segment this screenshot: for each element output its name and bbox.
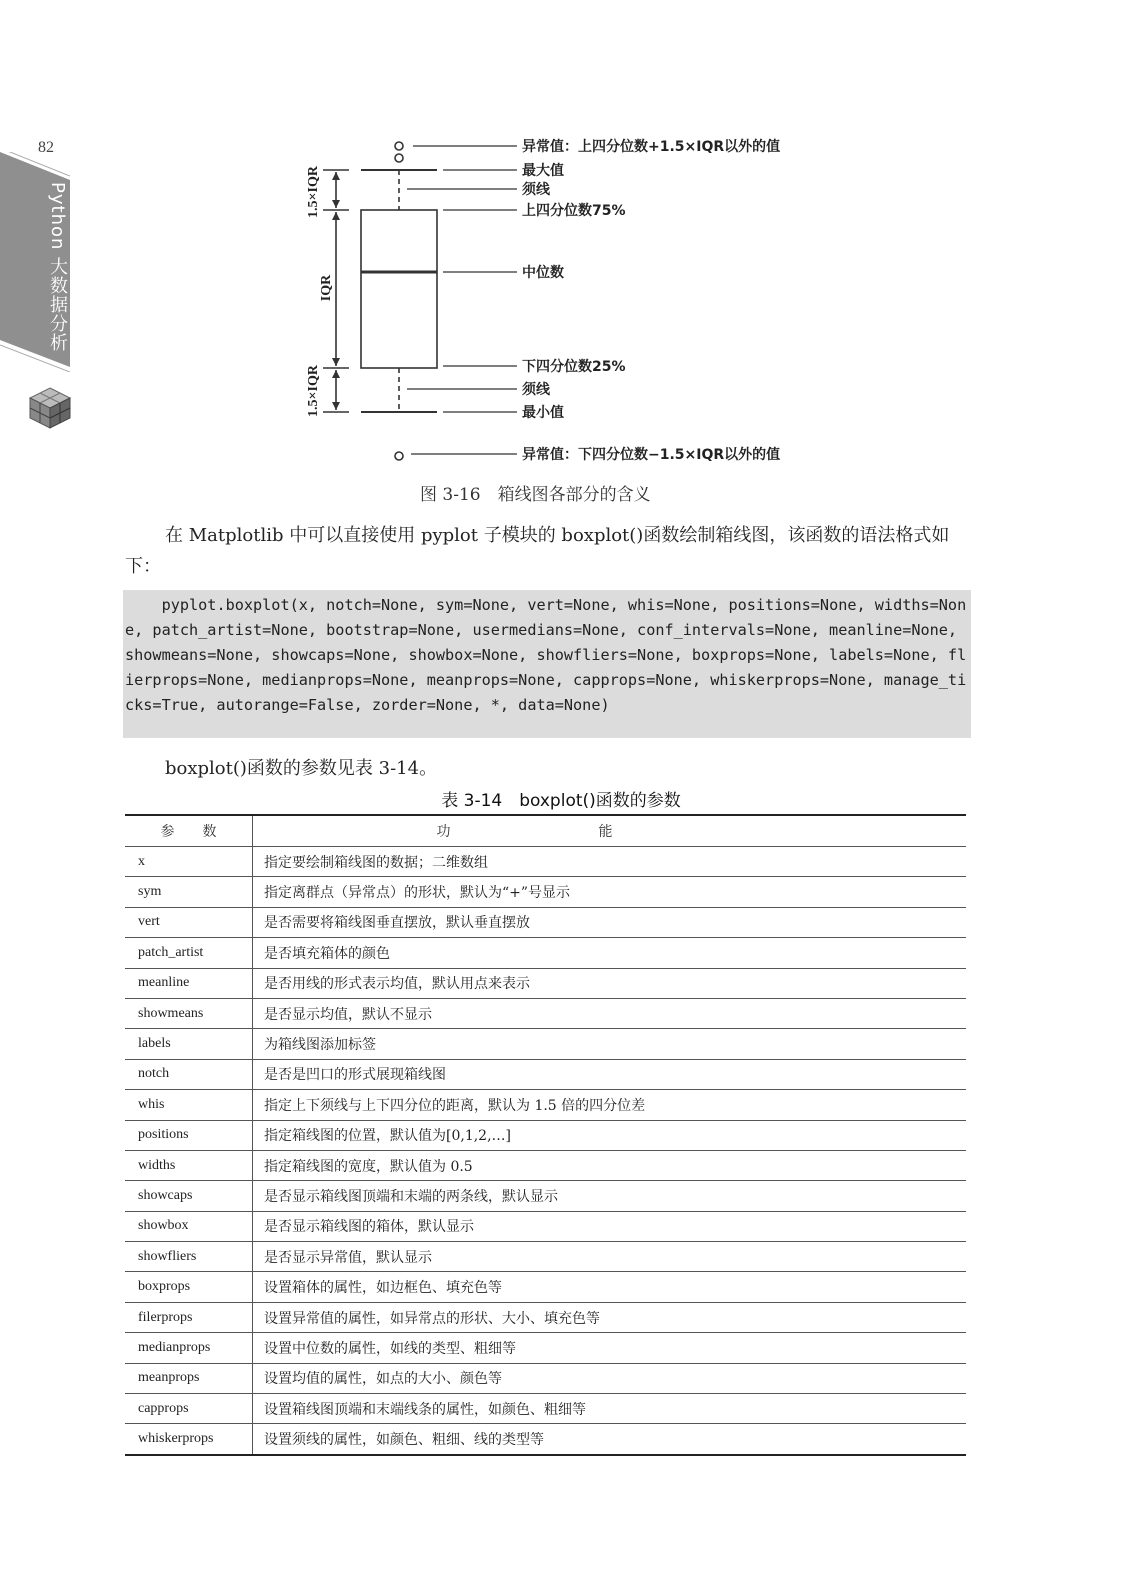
param-description: 指定要绘制箱线图的数据；二维数组 [253,847,967,877]
param-name: filerprops [125,1302,253,1332]
figure-caption: 图 3-16 箱线图各部分的含义 [420,485,651,505]
header-function: 功 能 [253,815,967,847]
param-description: 设置箱线图顶端和末端线条的属性，如颜色、粗细等 [253,1394,967,1424]
param-description: 是否显示异常值，默认显示 [253,1242,967,1272]
table-row [125,847,966,877]
table-row [125,1150,966,1180]
table-row [125,1272,966,1302]
param-name: showbox [125,1211,253,1241]
page-number: 82 [38,139,54,156]
table-intro: boxplot()函数的参数见表 3-14。 [165,758,438,779]
param-description: 是否需要将箱线图垂直摆放，默认垂直摆放 [253,907,967,937]
table-row [125,1333,966,1363]
table-row [125,1120,966,1150]
param-name: widths [125,1150,253,1180]
body-paragraph: 在 Matplotlib 中可以直接使用 pyplot 子模块的 boxplot()函数绘制箱线图，该函数的语法格式如下： [125,525,950,577]
side-title: Python 大数据分析 [47,182,68,353]
table-row [125,1394,966,1424]
param-name: labels [125,1029,253,1059]
param-description: 指定箱线图的宽度，默认值为 0.5 [253,1150,967,1180]
table-header-row [125,815,966,847]
table-row [125,968,966,998]
label-whisker-top: 须线 [522,182,550,198]
parameter-table [125,814,966,1456]
label-min: 最小值 [522,405,564,421]
label-whisker-bottom: 须线 [522,382,550,398]
span-label-upper: 1.5×IQR [306,166,321,218]
param-name: showfliers [125,1242,253,1272]
param-description: 指定上下须线与上下四分位的距离，默认为 1.5 倍的四分位差 [253,1090,967,1120]
param-description: 设置须线的属性，如颜色、粗细、线的类型等 [253,1424,967,1455]
cube-logo-icon [26,386,74,430]
span-label-iqr: IQR [319,274,334,302]
param-description: 是否显示箱线图的箱体，默认显示 [253,1211,967,1241]
table-row [125,998,966,1028]
param-name: notch [125,1059,253,1089]
table-row [125,938,966,968]
param-name: boxprops [125,1272,253,1302]
param-description: 设置箱体的属性，如边框色、填充色等 [253,1272,967,1302]
param-name: meanprops [125,1363,253,1393]
param-name: whiskerprops [125,1424,253,1455]
table-caption: 表 3-14 boxplot()函数的参数 [441,791,681,811]
table-row [125,877,966,907]
header-param: 参 数 [125,815,253,847]
param-description: 设置均值的属性，如点的大小、颜色等 [253,1363,967,1393]
table-row [125,1424,966,1455]
span-label-lower: 1.5×IQR [306,365,321,417]
table-row [125,1302,966,1332]
param-description: 是否用线的形式表示均值，默认用点来表示 [253,968,967,998]
param-name: meanline [125,968,253,998]
param-description: 是否显示均值，默认不显示 [253,998,967,1028]
param-description: 设置中位数的属性，如线的类型、粗细等 [253,1333,967,1363]
param-name: patch_artist [125,938,253,968]
label-max: 最大值 [522,163,564,179]
param-name: capprops [125,1394,253,1424]
label-outlier-bottom: 异常值：下四分位数−1.5×IQR以外的值 [522,447,781,463]
param-description: 为箱线图添加标签 [253,1029,967,1059]
table-row [125,1242,966,1272]
table-row [125,1059,966,1089]
param-name: positions [125,1120,253,1150]
param-name: sym [125,877,253,907]
boxplot-diagram [295,130,815,470]
param-description: 指定箱线图的位置，默认值为[0,1,2,…] [253,1120,967,1150]
label-q3: 上四分位数75% [522,203,626,219]
code-block: pyplot.boxplot(x, notch=None, sym=None, vert=None, whis=None, positions=None, widths=None, patch_artist=None, bootstrap=None, usermedians=None, conf_intervals=None, meanline=None, showmeans=None, showcaps=None, showbox=None, showfliers=None, boxprops=None, labels=None, flierprops=None, medianprops=None, meanprops=None, capprops=None, whiskerprops=None, manage_ticks=True, autorange=False, zorder=None, *, data=None) [123,590,971,738]
param-name: x [125,847,253,877]
label-median: 中位数 [522,265,564,281]
param-description: 是否显示箱线图顶端和末端的两条线，默认显示 [253,1181,967,1211]
param-name: medianprops [125,1333,253,1363]
param-name: showcaps [125,1181,253,1211]
param-name: showmeans [125,998,253,1028]
table-row [125,1363,966,1393]
param-description: 设置异常值的属性，如异常点的形状、大小、填充色等 [253,1302,967,1332]
param-description: 指定离群点（异常点）的形状，默认为“+”号显示 [253,877,967,907]
label-q1: 下四分位数25% [522,359,626,375]
table-row [125,1211,966,1241]
table-row [125,1090,966,1120]
table-row [125,1181,966,1211]
param-description: 是否是凹口的形式展现箱线图 [253,1059,967,1089]
param-name: whis [125,1090,253,1120]
table-row [125,1029,966,1059]
param-name: vert [125,907,253,937]
param-description: 是否填充箱体的颜色 [253,938,967,968]
label-outlier-top: 异常值：上四分位数+1.5×IQR以外的值 [522,139,781,155]
table-row [125,907,966,937]
